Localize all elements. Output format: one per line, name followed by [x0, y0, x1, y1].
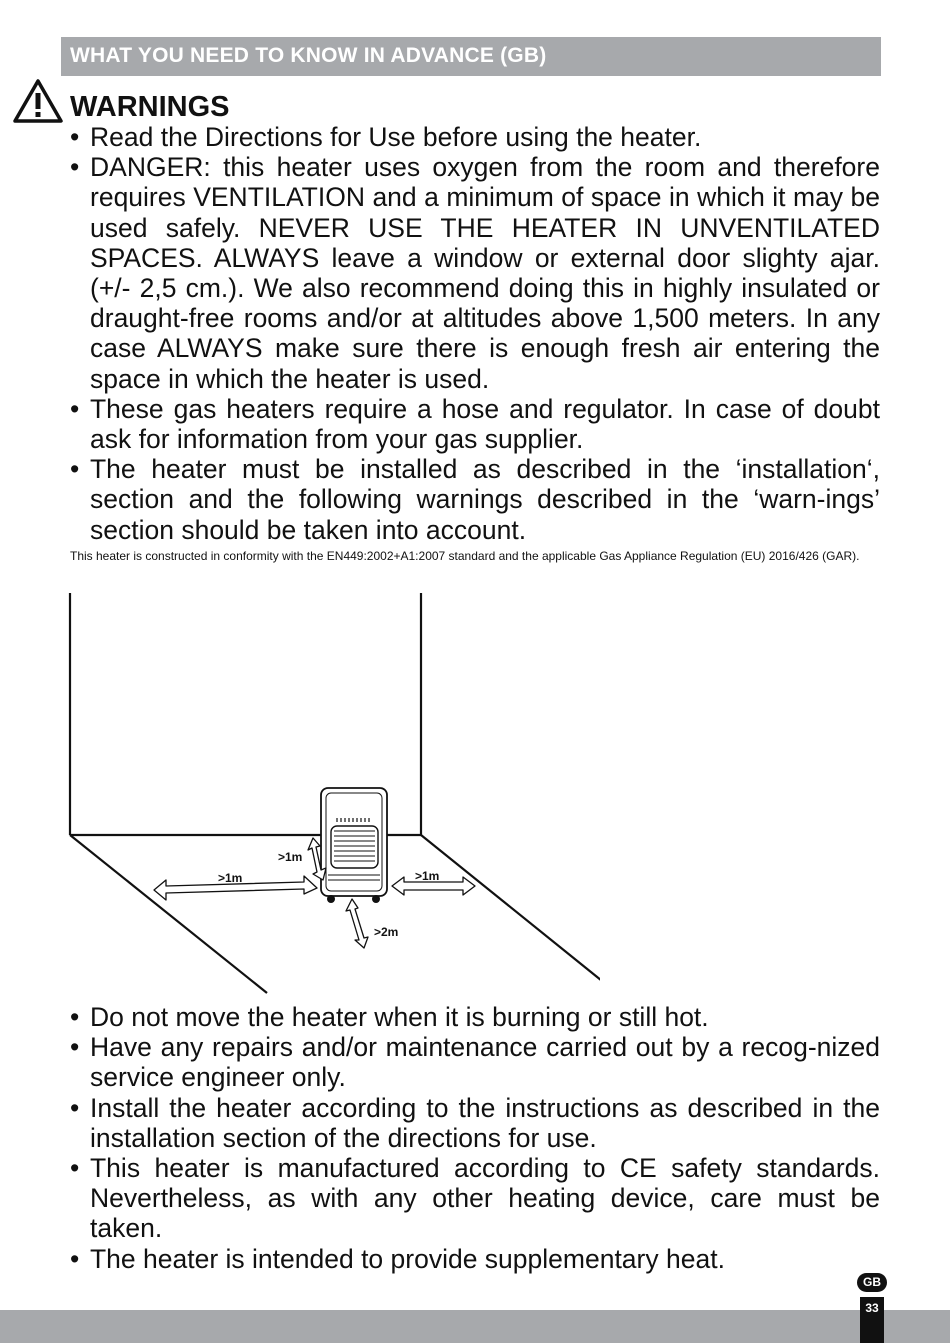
- warning-item: • Have any repairs and/or maintenance carried out by a recog-nized service engineer only.: [68, 1032, 880, 1092]
- clearance-label-left: >1m: [218, 871, 243, 885]
- clearance-label-top: >1m: [278, 850, 303, 864]
- clearance-label-front: >2m: [374, 925, 399, 939]
- page-number: 33: [865, 1301, 879, 1315]
- warnings-heading: WARNINGS: [70, 91, 230, 123]
- warning-item: • Read the Directions for Use before using the heater.: [68, 122, 880, 152]
- warning-item: • The heater is intended to provide supplementary heat.: [68, 1244, 880, 1274]
- warning-item: • This heater is manufactured according to CE safety standards. Nevertheless, as with any other heating device, care must be taken.: [68, 1153, 880, 1244]
- clearance-diagram: [60, 588, 600, 998]
- warning-item: • These gas heaters require a hose and regulator. In case of doubt ask for information from your gas supplier.: [68, 394, 880, 454]
- warning-item: • The heater must be installed as described in the ‘installation‘, section and the following warnings described in the ‘warn-ings’ section should be taken into account.: [68, 454, 880, 545]
- warnings-list-top: [68, 122, 880, 545]
- page-number-box: [860, 1297, 884, 1343]
- warning-item: • Do not move the heater when it is burning or still hot.: [68, 1002, 880, 1032]
- arrow-front-clearance: [346, 899, 368, 948]
- standard-conformity-note: This heater is constructed in conformity with the EN449:2002+A1:2007 standard and the applicable Gas Appliance Regulation (EU) 2016/426 (GAR).: [70, 549, 860, 563]
- section-header-title: WHAT YOU NEED TO KNOW IN ADVANCE (GB): [70, 44, 547, 67]
- warning-item: • Install the heater according to the instructions as described in the installation section of the directions for use.: [68, 1093, 880, 1153]
- footer-bar: [0, 1310, 950, 1343]
- warnings-list-bottom: [68, 1002, 880, 1274]
- warning-triangle-icon: [12, 78, 64, 124]
- heater-illustration: [321, 788, 387, 903]
- section-header-bar: [61, 37, 881, 76]
- warning-item: • DANGER: this heater uses oxygen from the room and therefore requires VENTILATION and a minimum of space in which it may be used safely. NEVER USE THE HEATER IN UNVENTILATED SPACES. ALWAYS leave a window or external door slighty ajar. (+/- 2,5 cm.). We also recommend doing this in highly insulated or draught-free rooms and/or at altitudes above 1,500 meters. In any case ALWAYS make sure there is enough fresh air entering the space in which the heater is used.: [68, 152, 880, 394]
- clearance-label-right: >1m: [415, 869, 440, 883]
- language-badge: GB: [857, 1273, 887, 1292]
